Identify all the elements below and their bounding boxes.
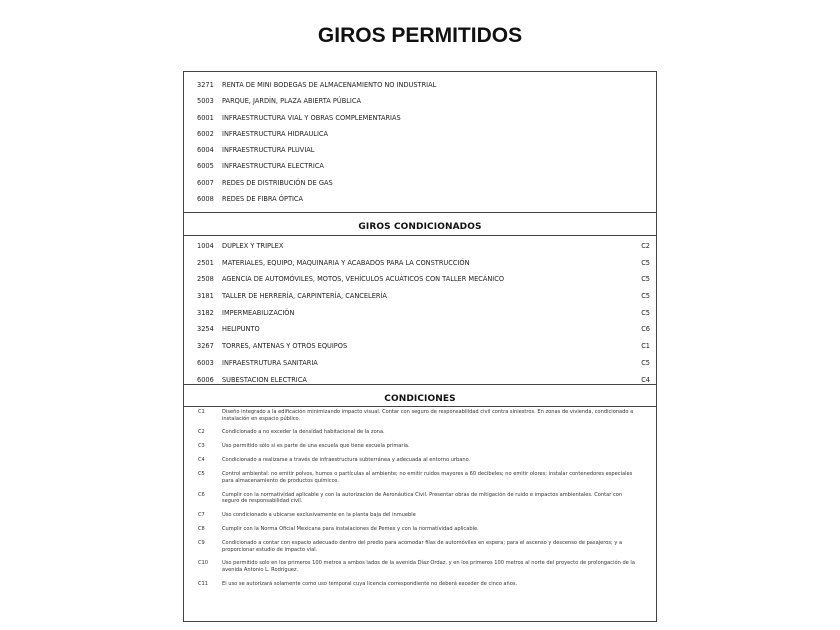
use-code: 6007: [197, 178, 214, 187]
table-row: [184, 77, 656, 93]
condition-code: C6: [198, 491, 205, 498]
condition-code: C5: [641, 292, 650, 301]
use-code: 6003: [197, 358, 214, 367]
conditions-list: [184, 407, 656, 587]
list-item: [184, 409, 656, 422]
use-description: IMPERMEABILIZACIÓN: [222, 308, 295, 317]
use-code: 6002: [197, 129, 214, 138]
table-row: [184, 93, 656, 109]
use-description: PARQUE, JARDÍN, PLAZA ABIERTA PÚBLICA: [222, 97, 361, 106]
use-code: 6001: [197, 113, 214, 122]
use-code: 1004: [197, 242, 214, 250]
condition-code: C4: [641, 375, 650, 384]
list-item: [184, 512, 656, 519]
table-row: [184, 175, 656, 191]
use-description: INFRAESTRUCTURA HIDRAULICA: [222, 129, 329, 138]
use-code: 6005: [197, 162, 214, 171]
permitted-uses-list: [184, 72, 656, 207]
use-code: 3267: [197, 342, 214, 351]
condition-code: C8: [198, 526, 205, 533]
condition-code: C4: [198, 457, 205, 464]
condition-code: C5: [641, 258, 650, 267]
use-description: SUBESTACION ELECTRICA: [222, 375, 307, 384]
use-code: 2508: [197, 275, 214, 284]
use-description: MATERIALES, EQUIPO, MAQUINARIA Y ACABADOS PARA LA CONSTRUCCIÓN: [222, 258, 470, 267]
condition-text: Uso permitido sólo si es parte de una escuela que tiene escuela primaria.: [222, 443, 410, 450]
condition-code: C11: [198, 580, 209, 587]
list-item: [184, 581, 656, 588]
table-row: [184, 126, 656, 142]
table-row: [184, 338, 656, 355]
use-description: RENTA DE MINI BODEGAS DE ALMACENAMIENTO NO INDUSTRIAL: [222, 81, 437, 89]
use-code: 3271: [197, 81, 214, 89]
condition-code: C7: [198, 512, 205, 519]
permitted-uses-section: [184, 72, 656, 212]
use-description: TORRES, ANTENAS Y OTROS EQUIPOS: [222, 342, 348, 351]
condition-text: Uso condicionado a ubicarse exclusivamente en la planta baja del inmueble: [222, 512, 416, 519]
conditioned-uses-section: [184, 212, 656, 385]
list-item: [184, 457, 656, 464]
condition-text: Cumplir con la Norma Oficial Mexicana para instalaciones de Pemex y con la normatividad aplicable.: [222, 526, 479, 533]
table-row: [184, 158, 656, 174]
conditioned-uses-list: [184, 236, 656, 388]
list-item: [184, 526, 656, 533]
use-description: INFRAESTRUTURA SANITARIA: [222, 358, 318, 367]
table-row: [184, 142, 656, 158]
condition-text: Diseño integrado a la edificación minimizando impacto visual. Contar con seguro de responsabilidad civil contra siniestros. En zonas de vivienda, condicionado a instalación en espacio público.: [222, 409, 634, 422]
use-code: 3254: [197, 325, 214, 334]
table-row: [184, 305, 656, 322]
use-code: 6004: [197, 146, 214, 155]
condition-code: C6: [641, 325, 650, 334]
table-row: [184, 110, 656, 126]
condition-text: Uso permitido solo en los primeros 100 metros a ambos lados de la avenida Díaz Ordaz, y en los primeros 100 metros al norte del proyecto de prolongación de la avenida Antonio L. Rodríguez.: [222, 560, 635, 573]
table-row: [184, 321, 656, 338]
use-description: AGENCIA DE AUTOMÓVILES, MOTOS, VEHÍCULOS ACUÁTICOS CON TALLER MECÁNICO: [222, 275, 505, 284]
condition-code: C2: [641, 242, 650, 250]
condition-code: C9: [198, 539, 205, 546]
page-title: GIROS PERMITIDOS: [317, 24, 523, 47]
condition-text: Condicionado a realizarse a través de infraestructura subterránea y adecuada al entorno urbano.: [222, 457, 471, 464]
use-description: REDES DE FIBRA ÓPTICA: [222, 195, 304, 204]
condition-code: C1: [198, 409, 205, 415]
condition-code: C5: [198, 471, 205, 478]
condition-code: C5: [641, 275, 650, 284]
condition-text: Cumplir con la normatividad aplicable y con la autorización de Aeronáutica Civil. Presentar obras de mitigación de ruido e impactos ambientales. Contar con seguro de responsabilidad civil.: [222, 491, 623, 505]
use-code: 3182: [197, 308, 214, 317]
table-row: [184, 238, 656, 255]
table-row: [184, 255, 656, 272]
condition-code: C5: [641, 358, 650, 367]
table-row: [184, 191, 656, 207]
use-description: HELIPUNTO: [222, 325, 260, 334]
condition-code: C2: [198, 429, 205, 436]
conditions-section: [184, 384, 656, 622]
use-description: TALLER DE HERRERÍA, CARPINTERÍA, CANCELERÍA: [222, 292, 387, 301]
use-description: INFRAESTRUCTURA ELECTRICA: [222, 162, 324, 171]
table-row: [184, 355, 656, 372]
list-item: [184, 560, 656, 573]
section-title: CONDICIONES: [384, 394, 456, 404]
list-item: [184, 429, 656, 436]
list-item: [184, 540, 656, 553]
use-description: REDES DE DISTRIBUCIÓN DE GAS: [222, 178, 333, 187]
condition-code: C1: [641, 342, 650, 351]
use-code: 6008: [197, 195, 214, 204]
list-item: [184, 492, 656, 505]
condition-text: El uso se autorizará solamente como uso temporal cuya licencia correspondiente no deberá exceder de cinco años.: [222, 580, 518, 587]
condition-text: Condicionado a no exceder la densidad habitacional de la zona.: [222, 429, 385, 436]
use-code: 2501: [197, 258, 214, 267]
use-description: DUPLEX Y TRIPLEX: [222, 242, 284, 250]
condition-code: C3: [198, 443, 205, 450]
condition-code: C10: [198, 560, 209, 567]
section-title: GIROS CONDICIONADOS: [358, 222, 482, 232]
condition-text: Control ambiental: no emitir polvos, humos o partículas al ambiente; no emitir ruidos mayores a 60 decibeles; no emitir olores; instalar contenedores especiales para almacenamiento de productos químicos.: [222, 471, 633, 484]
condition-text: Condicionado a contar con espacio adecuado dentro del predio para acomodar filas de automóviles en espera; para el ascenso y descenso de pasajeros; y a proporcionar estudio de impacto vial.: [222, 539, 623, 553]
use-description: INFRAESTRUCTURA VIAL Y OBRAS COMPLEMENTARIAS: [222, 113, 401, 122]
use-code: 3181: [197, 292, 214, 301]
table-row: [184, 271, 656, 288]
condition-code: C5: [641, 308, 650, 317]
zoning-table: [183, 71, 657, 622]
table-row: [184, 288, 656, 305]
list-item: [184, 471, 656, 484]
list-item: [184, 443, 656, 450]
use-code: 5003: [197, 97, 214, 106]
use-code: 6006: [197, 375, 214, 384]
use-description: INFRAESTRUCTURA PLUVIAL: [222, 146, 315, 155]
